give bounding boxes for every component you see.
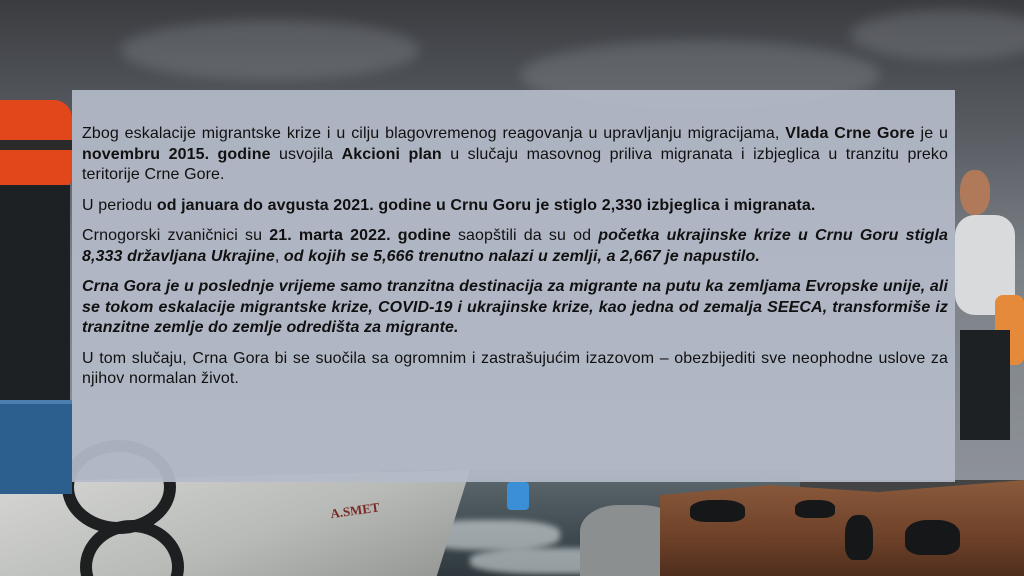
bold-text: od januara do avgusta 2021. godine u Crnu Goru je stiglo 2,330 izbjeglica i migranata. [156, 196, 816, 214]
paragraph-transit-destination [82, 277, 948, 339]
text: je u [914, 125, 948, 142]
rocky-shore [660, 480, 1024, 576]
cloud [120, 20, 420, 80]
vest-strap [0, 140, 72, 150]
text: U tom slučaju, Crna Gora bi se suočila sa ogromnim i zastrašujućim izazovom – obezbijediti sve neophodne uslove za njihov normalan život. [82, 349, 948, 387]
text: , [274, 247, 284, 265]
text-panel [72, 90, 955, 482]
text: saopštili da su od [450, 227, 599, 244]
shoe [905, 520, 960, 555]
person-head [960, 170, 990, 215]
paragraph-action-plan [82, 124, 948, 186]
paragraph-challenge [82, 349, 948, 390]
text: Zbog eskalacije migrantske krize i u cilju blagovremenog reagovanja u upravljanju migracijama, [82, 125, 786, 142]
text: usvojila [270, 145, 342, 163]
person-silhouette [0, 185, 70, 400]
shoe [845, 515, 873, 560]
boat-label: A.SMET [329, 499, 381, 522]
paragraph-ukraine-citizens [82, 226, 948, 267]
bold-text: 21. marta 2022. godine [269, 227, 451, 244]
text: Crnogorski zvaničnici su [82, 227, 270, 244]
bold-italic-text: od kojih se 5,666 trenutno nalazi u zemlji, a 2,667 je napustilo. [283, 247, 760, 265]
blue-crate [0, 400, 72, 494]
person-silhouette [960, 330, 1010, 440]
text: U periodu [82, 196, 157, 214]
shoe [690, 500, 745, 522]
bold-text: Akcioni plan [341, 145, 442, 163]
bold-italic-text: Crna Gora je u poslednje vrijeme samo tranzitna destinacija za migrante na putu ka zemljama Evropske unije, ali se tokom eskalacije migrantske krize, COVID-19 i ukrajinske krize, kao jedna od zemalja SEECA, transformiše iz tranzitne zemlje do zemlje odredišta za migrante. [82, 278, 948, 336]
blue-canister [507, 482, 529, 510]
bold-italic-text: početka ukrajinske krize u Crnu Goru stigla 8,333 državljana Ukrajine [82, 227, 948, 265]
text: u slučaju masovnog priliva migranata i izbjeglica u tranzitu preko teritorije Crne Gore. [82, 145, 949, 183]
shoe [795, 500, 835, 518]
bold-text: novembru 2015. godine [82, 145, 271, 163]
paragraph-2021-arrivals [82, 196, 948, 217]
bold-text: Vlada Crne Gore [785, 125, 915, 142]
